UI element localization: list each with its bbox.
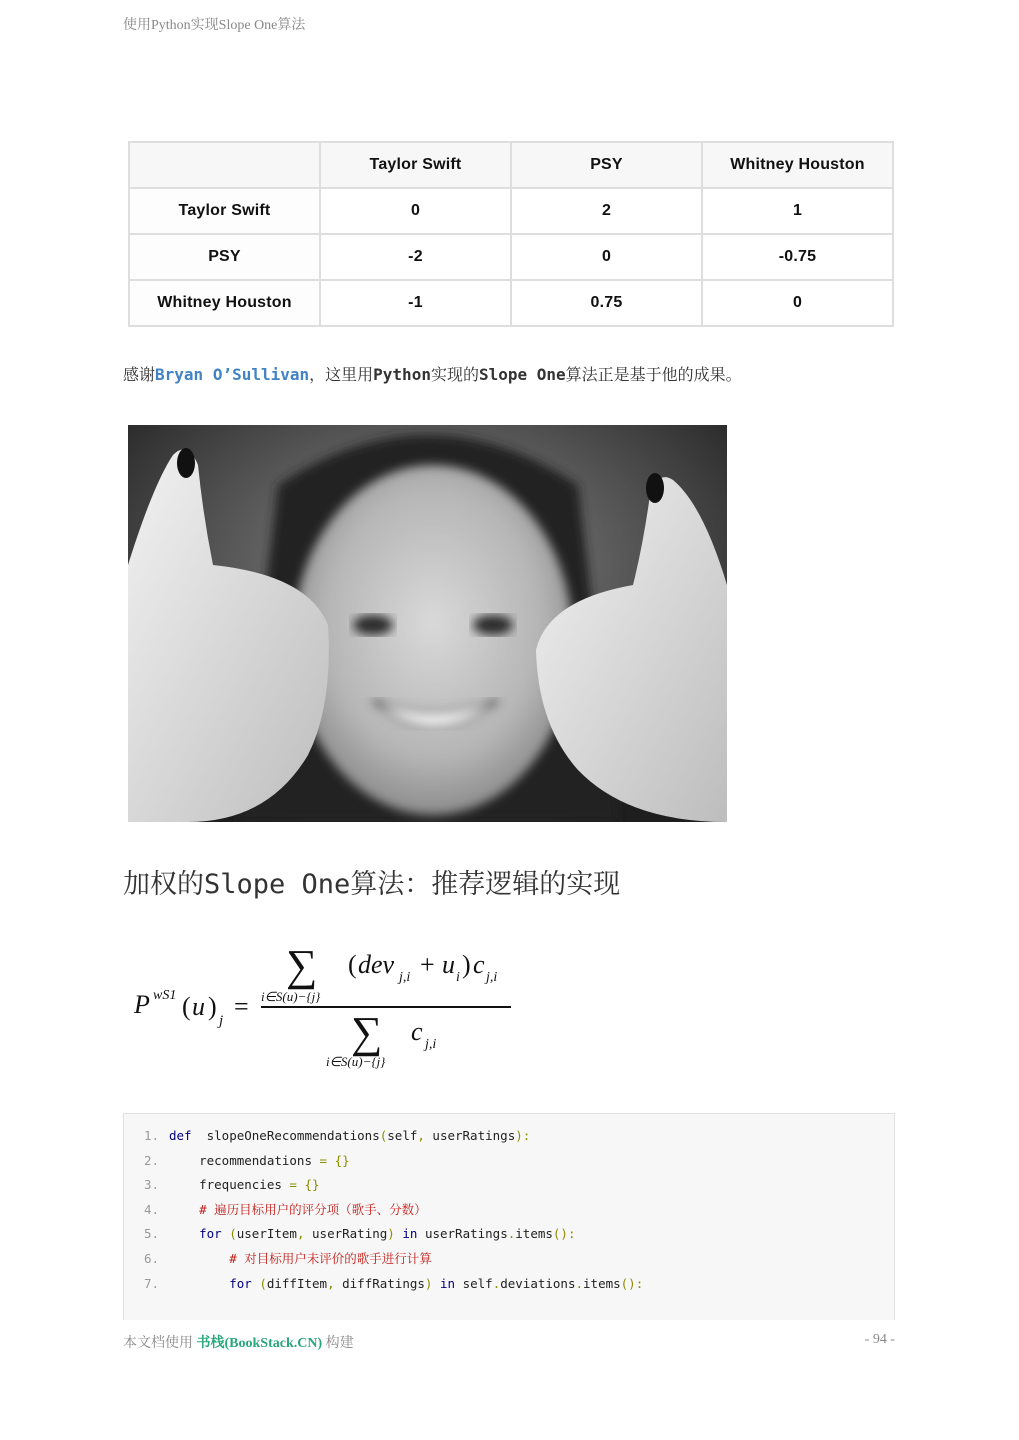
svg-text:∑: ∑ — [351, 1008, 383, 1057]
code-punctuation: = — [289, 1177, 297, 1193]
code-keyword: for — [229, 1275, 252, 1291]
code-token — [432, 1276, 440, 1291]
code-token: slopeOneRecommendations — [191, 1128, 380, 1143]
footer-credit — [123, 1332, 354, 1352]
code-punctuation: (): — [620, 1275, 644, 1291]
code-comment: # 遍历目标用户的评分项（歌手、分数） — [199, 1201, 427, 1217]
thanks-text: ，这里用 — [309, 365, 374, 384]
table-header-row — [129, 142, 893, 188]
code-text — [169, 1126, 530, 1146]
code-token — [169, 1226, 199, 1241]
code-token: userItem — [236, 1226, 297, 1242]
table-row — [129, 280, 893, 326]
code-token: items — [583, 1275, 621, 1291]
line-number: 5. — [143, 1226, 159, 1242]
code-block — [123, 1113, 895, 1320]
svg-text:dev: dev — [358, 950, 395, 979]
code-punctuation: ( — [259, 1275, 267, 1291]
table-cell: 2 — [511, 188, 702, 234]
svg-text:wS1: wS1 — [153, 988, 177, 1003]
code-token: userRating — [304, 1226, 388, 1242]
table-cell: 0 — [702, 280, 893, 326]
svg-text:j: j — [219, 1013, 224, 1029]
column-header: Whitney Houston — [702, 142, 893, 188]
code-punctuation: , — [417, 1128, 425, 1143]
code-punctuation: ): — [515, 1128, 531, 1143]
weighted-slope-one-formula — [126, 935, 526, 1075]
svg-text:): ) — [462, 950, 471, 979]
code-token: userRatings — [424, 1128, 516, 1143]
code-token: self — [387, 1128, 418, 1143]
row-header: PSY — [129, 234, 320, 280]
heading-suffix: 算法：推荐逻辑的实现 — [350, 869, 621, 900]
code-token — [169, 1276, 229, 1291]
svg-text:=: = — [234, 992, 249, 1021]
row-header: Whitney Houston — [129, 280, 320, 326]
code-token — [169, 1251, 229, 1266]
thanks-prefix: 感谢 — [123, 365, 156, 384]
table-row — [129, 234, 893, 280]
table-row — [129, 188, 893, 234]
code-comment: # 对目标用户未评价的歌手进行计算 — [229, 1251, 432, 1266]
author-link[interactable]: Bryan O’Sullivan — [155, 365, 310, 384]
code-token: diffItem — [266, 1275, 328, 1291]
code-keyword: in — [402, 1226, 418, 1242]
column-header: PSY — [511, 142, 702, 188]
footer-suffix: 构建 — [322, 1336, 354, 1351]
code-punctuation: (): — [552, 1226, 576, 1242]
code-punctuation: {} — [334, 1152, 350, 1168]
acknowledgement-paragraph — [123, 362, 742, 385]
svg-text:(: ( — [348, 950, 357, 979]
code-keyword: for — [199, 1226, 222, 1242]
code-token — [169, 1202, 199, 1217]
svg-text:(: ( — [182, 992, 191, 1021]
line-number: 4. — [143, 1201, 159, 1217]
code-token: self — [455, 1275, 493, 1291]
code-punctuation: = — [319, 1152, 328, 1168]
bookstack-link[interactable]: 书栈(BookStack.CN) — [196, 1336, 323, 1351]
formula-image — [126, 935, 526, 1075]
code-text — [169, 1249, 432, 1269]
svg-text:j,i: j,i — [399, 970, 411, 985]
table-cell: -1 — [320, 280, 511, 326]
heading-prefix: 加权的 — [123, 869, 204, 900]
inline-code-python: Python — [373, 365, 431, 384]
code-punctuation: {} — [304, 1177, 320, 1193]
code-token: items — [515, 1226, 553, 1242]
svg-text:∑: ∑ — [286, 941, 318, 990]
svg-text:): ) — [208, 992, 217, 1021]
code-punctuation: ( — [379, 1128, 388, 1143]
heading-code: Slope One — [204, 869, 351, 900]
table-cell: 0 — [320, 188, 511, 234]
code-token — [327, 1153, 335, 1168]
line-number: 3. — [143, 1177, 159, 1193]
running-header: 使用Python实现Slope One算法 — [123, 18, 306, 33]
table-cell: -0.75 — [702, 234, 893, 280]
footer-prefix: 本文档使用 — [123, 1336, 197, 1351]
code-token: deviations — [500, 1275, 576, 1291]
photo-illustration — [128, 425, 727, 822]
inline-code-slope-one: Slope One — [478, 365, 566, 384]
thanks-text: 实现的 — [430, 365, 479, 384]
table-corner-cell — [129, 142, 320, 188]
line-number: 2. — [143, 1152, 159, 1168]
thumbs-up-photo — [128, 425, 727, 822]
svg-text:u: u — [442, 950, 455, 979]
svg-text:P: P — [134, 990, 150, 1019]
code-punctuation: . — [575, 1275, 584, 1291]
table-cell: 0 — [511, 234, 702, 280]
svg-text:c: c — [473, 950, 485, 979]
code-text — [169, 1224, 575, 1244]
table-cell: 0.75 — [511, 280, 702, 326]
code-token: diffRatings — [334, 1275, 425, 1291]
page-number: - 94 - — [864, 1332, 895, 1347]
svg-text:u: u — [192, 992, 205, 1021]
svg-text:i∈S(u)−{j}: i∈S(u)−{j} — [261, 989, 321, 1004]
code-punctuation: ) — [387, 1226, 395, 1242]
deviation-matrix-table — [128, 141, 894, 327]
code-token: recommendations — [169, 1152, 320, 1168]
code-text — [169, 1274, 643, 1294]
svg-text:+: + — [420, 950, 435, 979]
code-punctuation: . — [507, 1226, 516, 1242]
code-text — [169, 1151, 350, 1171]
section-heading — [123, 862, 620, 901]
line-number: 1. — [143, 1128, 159, 1143]
svg-text:j,i: j,i — [425, 1037, 437, 1052]
code-punctuation: ( — [229, 1226, 237, 1242]
code-punctuation: . — [492, 1275, 501, 1291]
svg-text:c: c — [411, 1017, 423, 1046]
code-punctuation: , — [327, 1275, 335, 1291]
svg-text:i: i — [456, 970, 460, 985]
code-token: frequencies — [169, 1177, 290, 1193]
code-keyword: in — [439, 1275, 456, 1291]
code-punctuation: ) — [424, 1275, 433, 1291]
svg-text:i∈S(u)−{j}: i∈S(u)−{j} — [326, 1054, 386, 1069]
code-token: userRatings — [417, 1226, 508, 1242]
thanks-suffix: 算法正是基于他的成果。 — [565, 365, 742, 384]
row-header: Taylor Swift — [129, 188, 320, 234]
code-keyword: def — [169, 1128, 192, 1143]
code-text — [169, 1175, 320, 1195]
table-cell: -2 — [320, 234, 511, 280]
column-header: Taylor Swift — [320, 142, 511, 188]
table-cell: 1 — [702, 188, 893, 234]
code-punctuation: , — [296, 1226, 305, 1242]
line-number: 6. — [143, 1251, 159, 1266]
code-text — [169, 1200, 427, 1220]
svg-text:j,i: j,i — [486, 970, 498, 985]
line-number: 7. — [143, 1275, 159, 1291]
